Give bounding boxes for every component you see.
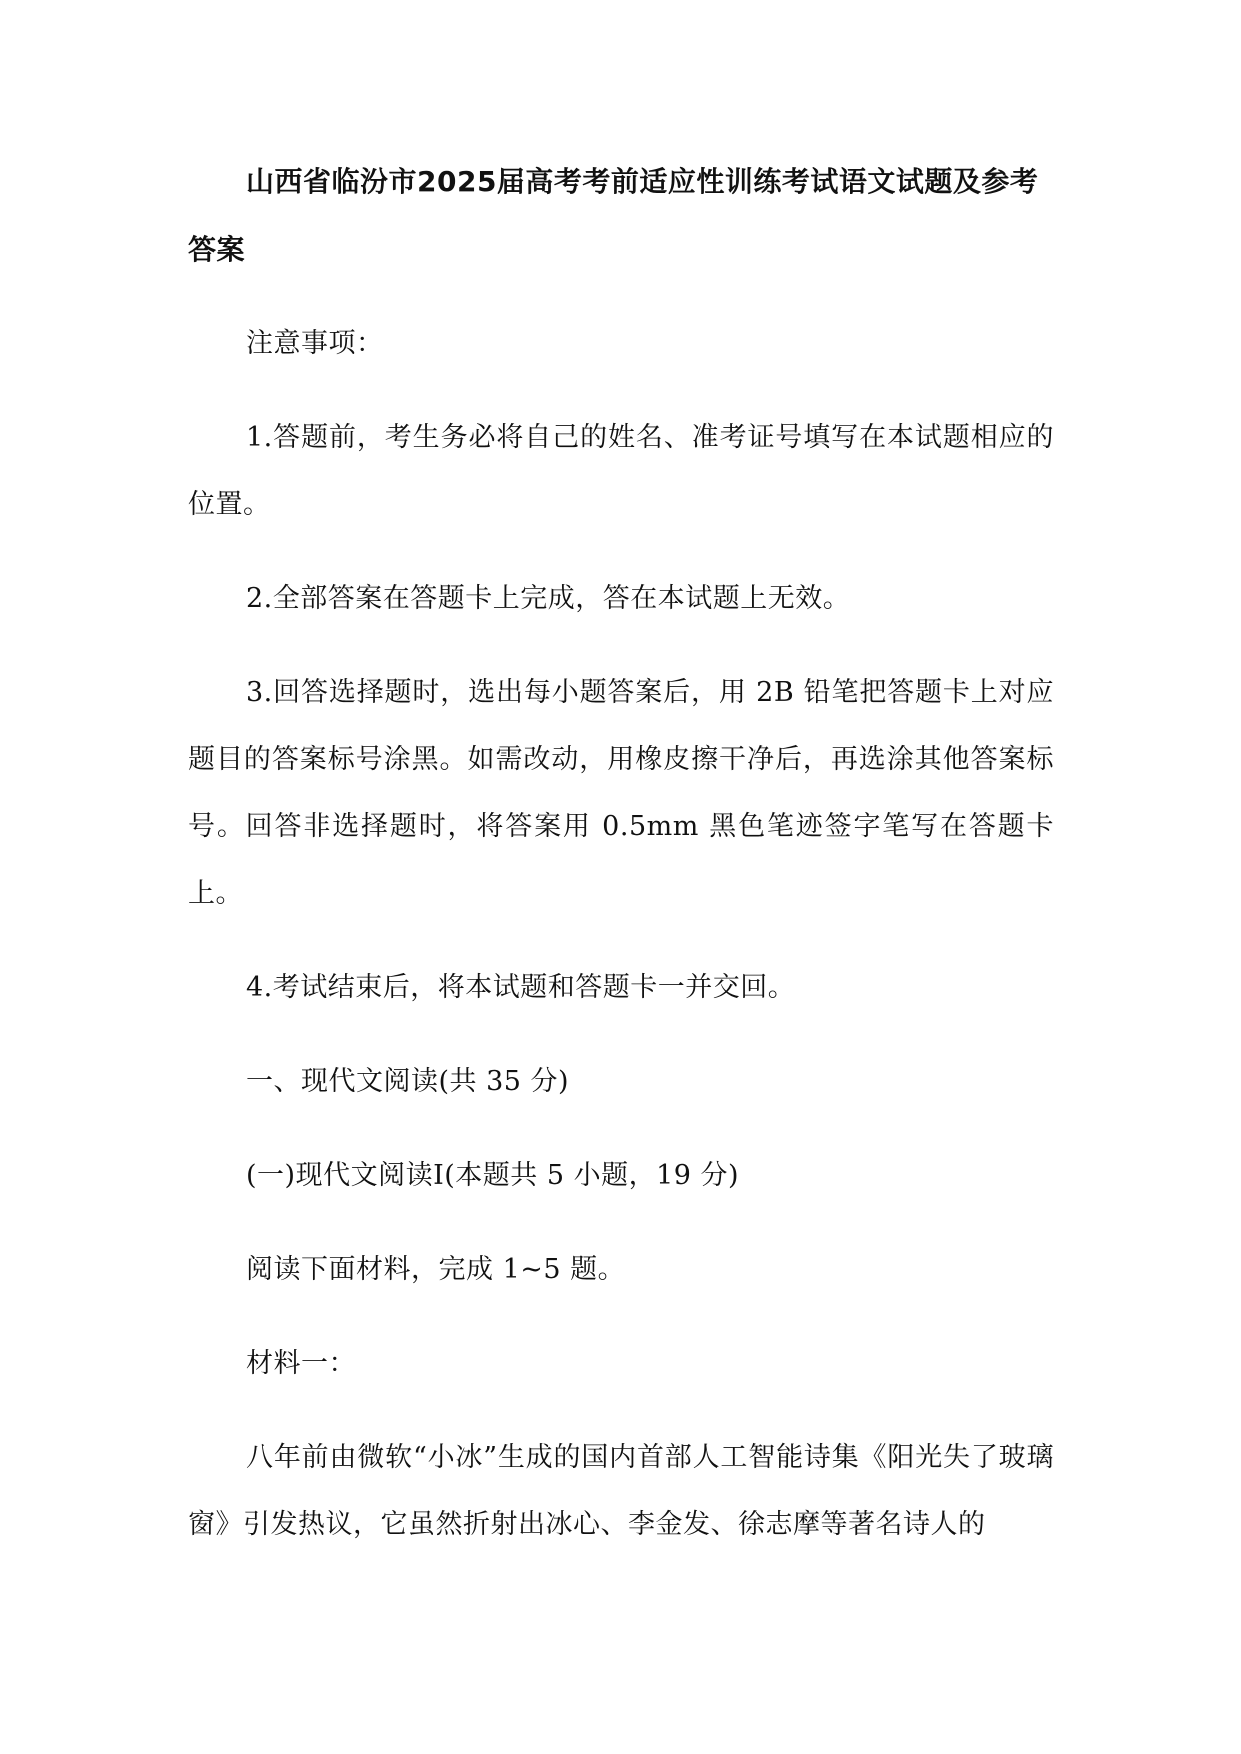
subsection-heading: (一)现代文阅读Ⅰ(本题共 5 小题，19 分)	[246, 1160, 740, 1191]
notice-item-4: 4.考试结束后，将本试题和答题卡一并交回。	[246, 972, 796, 1003]
notice-item-1: 1.答题前，考生务必将自己的姓名、准考证号填写在本试题相应的位置。	[188, 422, 1054, 520]
document-title: 山西省临汾市2025届高考考前适应性训练考试语文试题及参考答案	[188, 165, 1039, 266]
notice-heading: 注意事项：	[246, 328, 384, 359]
document-body	[188, 148, 1054, 1585]
notice-item-2: 2.全部答案在答题卡上完成，答在本试题上无效。	[246, 583, 851, 614]
material-label: 材料一：	[246, 1348, 356, 1379]
material-text: 八年前由微软“小冰”生成的国内首部人工智能诗集《阳光失了玻璃窗》引发热议，它虽然折射出冰心、李金发、徐志摩等著名诗人的	[188, 1442, 1054, 1540]
notice-item-3: 3.回答选择题时，选出每小题答案后，用 2B 铅笔把答题卡上对应题目的答案标号涂黑。如需改动，用橡皮擦干净后，再选涂其他答案标号。回答非选择题时，将答案用 0.5mm 黑色笔迹签字笔写在答题卡上。	[188, 677, 1054, 909]
section-heading: 一、现代文阅读(共 35 分)	[246, 1066, 570, 1097]
reading-instruction: 阅读下面材料，完成 1~5 题。	[246, 1254, 626, 1285]
